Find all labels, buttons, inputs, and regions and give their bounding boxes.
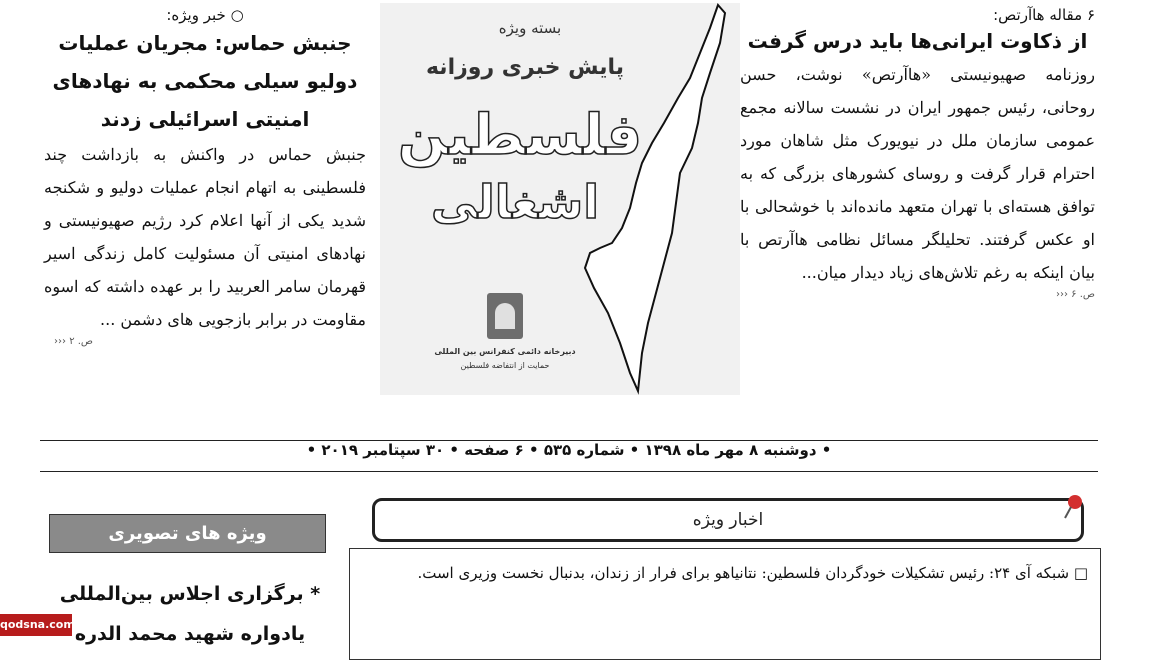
left-article-kicker: ○ خبر ویژه: <box>166 6 244 24</box>
left-article-page-ref[interactable]: ››› ص. ۲ <box>54 336 94 347</box>
news-header-label: اخبار ویژه <box>692 510 764 530</box>
cover-image <box>380 3 740 395</box>
watermark-logo: qodsna.com <box>0 614 72 636</box>
cover-title-line1: فلسطین <box>397 103 643 168</box>
sidebar-header <box>49 514 326 553</box>
cover-tag: بسته ویژه <box>498 19 562 37</box>
right-article <box>740 6 1095 300</box>
left-article-body: جنبش حماس در واکنش به بازداشت چند فلسطینی به اتهام انجام عملیات دولیو و شکنجه شدید یکی از آنها اعلام کرد رژیم صهیونیستی و نهادهای امنیتی آن مسئولیت کامل زندگی اسیر قهرمان سامر العربید را بر عهده داشته که اسوه مقاومت در برابر بازجویی های دشمن ... <box>44 145 366 329</box>
dateline: • دوشنبه ۸ مهر ماه ۱۳۹۸ • شماره ۵۳۵ • ۶ صفحه • ۳۰ سپتامبر ۲۰۱۹ • <box>306 441 832 459</box>
cover-subtitle: پایش خبری روزانه <box>425 55 625 80</box>
cover-org-line2: حمایت از انتفاضه فلسطین <box>460 361 550 370</box>
right-article-page-ref[interactable]: ››› ص. ۶ <box>1055 289 1095 300</box>
pushpin-icon <box>1062 494 1084 520</box>
bottom-rule <box>40 471 1098 472</box>
sidebar-title[interactable]: * برگزاری اجلاس بین‌المللی یادواره شهید محمد الدره <box>59 583 321 645</box>
sidebar-header-label: ویژه های تصویری <box>108 523 267 544</box>
news-header <box>372 498 1084 542</box>
book-logo-icon <box>487 293 523 339</box>
cover-title-line2: اشغالی <box>430 175 600 229</box>
right-article-headline[interactable]: از ذکاوت ایرانی‌ها باید درس گرفت <box>747 29 1088 53</box>
news-box <box>349 548 1101 660</box>
news-item[interactable]: □ شبکه آی ۲۴: رئیس تشکیلات خودگردان فلسطین: نتانیاهو برای فرار از زندان، بدنبال نخست وزیری است. <box>417 564 1088 582</box>
left-article-headline[interactable]: جنبش حماس: مجریان عملیات دولیو سیلی محکمی به نهادهای امنیتی اسرائیلی زدند <box>52 31 358 131</box>
left-article <box>44 6 366 347</box>
right-article-kicker: ۶ مقاله هاآرتص: <box>993 6 1095 24</box>
cover-org-line1: دبیرخانه دائمی کنفرانس بین المللی <box>434 347 576 356</box>
right-article-body: روزنامه صهیونیستی «هاآرتص» نوشت، حسن روحانی، رئیس جمهور ایران در نشست سالانه مجمع عمومی سازمان ملل در نیویورک مثل شاهان مورد احترام قرار گرفت و روسای کشورهای بزرگی که به توافق هسته‌ای با تهران متعهد مانده‌اند با خوشحالی با او عکس گرفتند. تحلیلگر مسائل نظامی هاآرتص با بیان اینکه به رغم تلاش‌های زیاد دیدار میان... <box>740 65 1095 282</box>
